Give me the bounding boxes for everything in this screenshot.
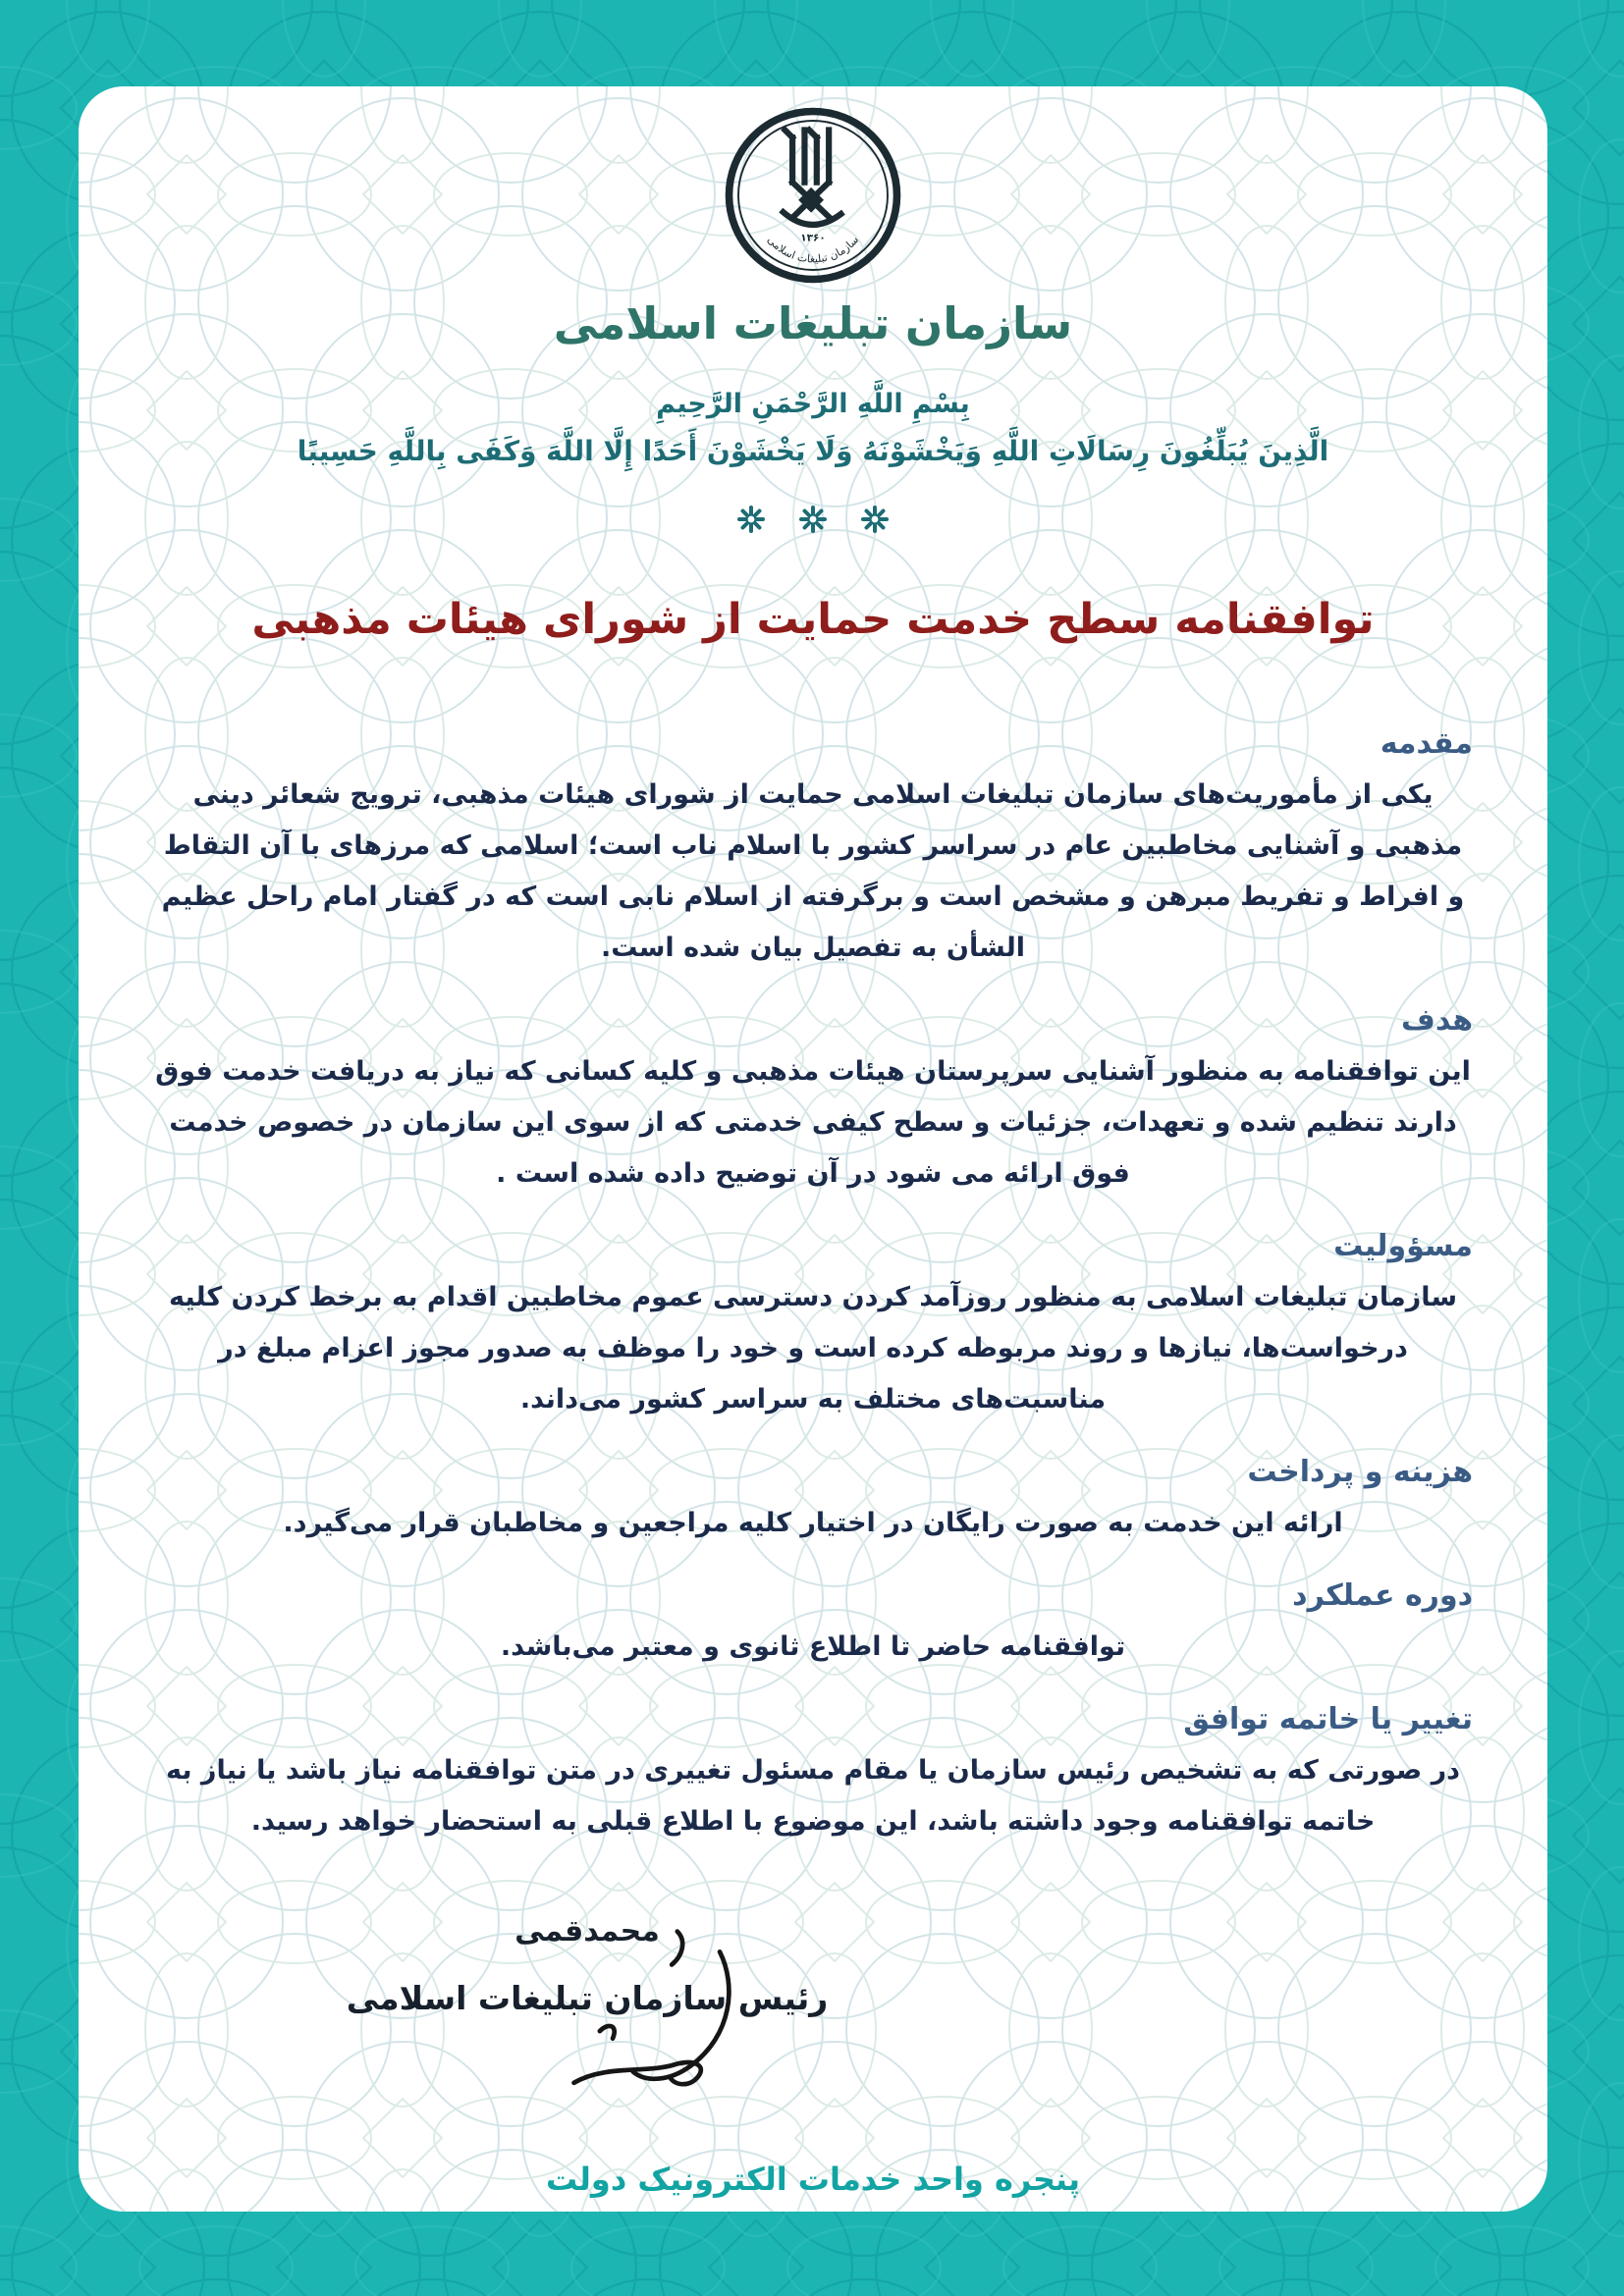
org-emblem — [153, 86, 1473, 289]
signature-name: محمدقمی — [514, 1914, 660, 1949]
document-content — [79, 86, 1547, 2212]
flower-asterisk-icon — [860, 505, 890, 534]
document-title: توافقنامه سطح خدمت حمایت از شورای هیئات مذهبی — [251, 595, 1375, 644]
ornament-stars — [153, 501, 1473, 536]
flower-asterisk-icon — [736, 505, 766, 534]
footer-text: پنجره واحد خدمات الکترونیک دولت — [546, 2161, 1080, 2198]
allah-kufic-icon — [784, 131, 841, 225]
section-heading: مسؤولیت — [1333, 1229, 1473, 1263]
handwritten-signature-icon — [536, 1926, 782, 2110]
bismillah-text: بِسْمِ اللَّهِ الرَّحْمَنِ الرَّحِيمِ — [656, 389, 970, 419]
section-body: سازمان تبلیغات اسلامی به منظور روزآمد کردن دسترسی عموم مخاطبین اقدام به برخط کردن کلیه درخواست‌ها، نیازها و روند مربوطه کرده است و خود را موظف به صدور مجوز اعزام مبلغ در مناسبت‌های مختلف به سراسر کشور می‌داند. — [169, 1282, 1457, 1415]
section-heading: دوره عملکرد — [1292, 1578, 1473, 1613]
section-heading: تغییر یا خاتمه توافق — [1183, 1702, 1473, 1736]
org-emblem-icon — [720, 102, 906, 289]
section-body: یکی از مأموریت‌های سازمان تبلیغات اسلامی حمایت از شورای هیئات مذهبی، ترویج شعائر دینی مذهبی و آشنایی مخاطبین عام در سراسر کشور با اسلام ناب است؛ اسلامی که مرزهای با آن التقاط و افراط و تفریط مبرهن و مشخص است و برگرفته از اسلام نابی است که در گفتار امام راحل عظیم الشأن به تفصیل بیان شده است. — [161, 779, 1465, 963]
emblem-circle-text: سازمان تبلیغات اسلامی — [764, 233, 862, 266]
section-body: این توافقنامه به منظور آشنایی سرپرستان هیئات مذهبی و کلیه کسانی که نیاز به دریافت خدمت فوق دارند تنظیم شده و تعهدات، جزئیات و سطح کیفی خدمتی که از سوی این سازمان در خصوص خدمت فوق ارائه می شود در آن توضیح داده شده است . — [155, 1056, 1471, 1189]
section-hadaf — [153, 1003, 1473, 1200]
section-doreh-amalkard — [153, 1578, 1473, 1673]
section-body: در صورتی که به تشخیص رئیس سازمان یا مقام مسئول تغییری در متن توافقنامه نیاز باشد یا نیاز به خاتمه توافقنامه وجود داشته باشد، این موضوع با اطلاع قبلی به استحضار خواهد رسید. — [165, 1755, 1461, 1837]
section-heading: هزینه و پرداخت — [1247, 1455, 1473, 1489]
section-moghaddameh — [153, 726, 1473, 974]
section-heading: مقدمه — [1380, 726, 1473, 761]
signature-block — [283, 1912, 892, 2020]
section-taghir-khatemeh — [153, 1702, 1473, 1847]
org-name-calligraphy: سازمان تبلیغات اسلامی — [553, 297, 1073, 349]
quran-verse: الَّذِينَ يُبَلِّغُونَ رِسَالَاتِ اللَّهِ وَيَخْشَوْنَهُ وَلَا يَخْشَوْنَ أَحَدًا إِلَّا اللَّهَ وَكَفَى بِاللَّهِ حَسِيبًا — [297, 435, 1329, 467]
section-body: ارائه این خدمت به صورت رایگان در اختیار کلیه مراجعین و مخاطبان قرار می‌گیرد. — [283, 1508, 1343, 1538]
sections — [153, 726, 1473, 1847]
signature-title: رئیس سازمان تبلیغات اسلامی — [346, 1979, 829, 2017]
document-sheet — [79, 86, 1547, 2212]
section-hazineh-pardakht — [153, 1455, 1473, 1549]
section-masouliat — [153, 1229, 1473, 1425]
section-body: توافقنامه حاضر تا اطلاع ثانوی و معتبر می‌باشد. — [500, 1631, 1126, 1662]
emblem-year: ۱۳۶۰ — [800, 232, 826, 244]
section-heading: هدف — [1401, 1003, 1473, 1038]
flower-asterisk-icon — [798, 505, 828, 534]
